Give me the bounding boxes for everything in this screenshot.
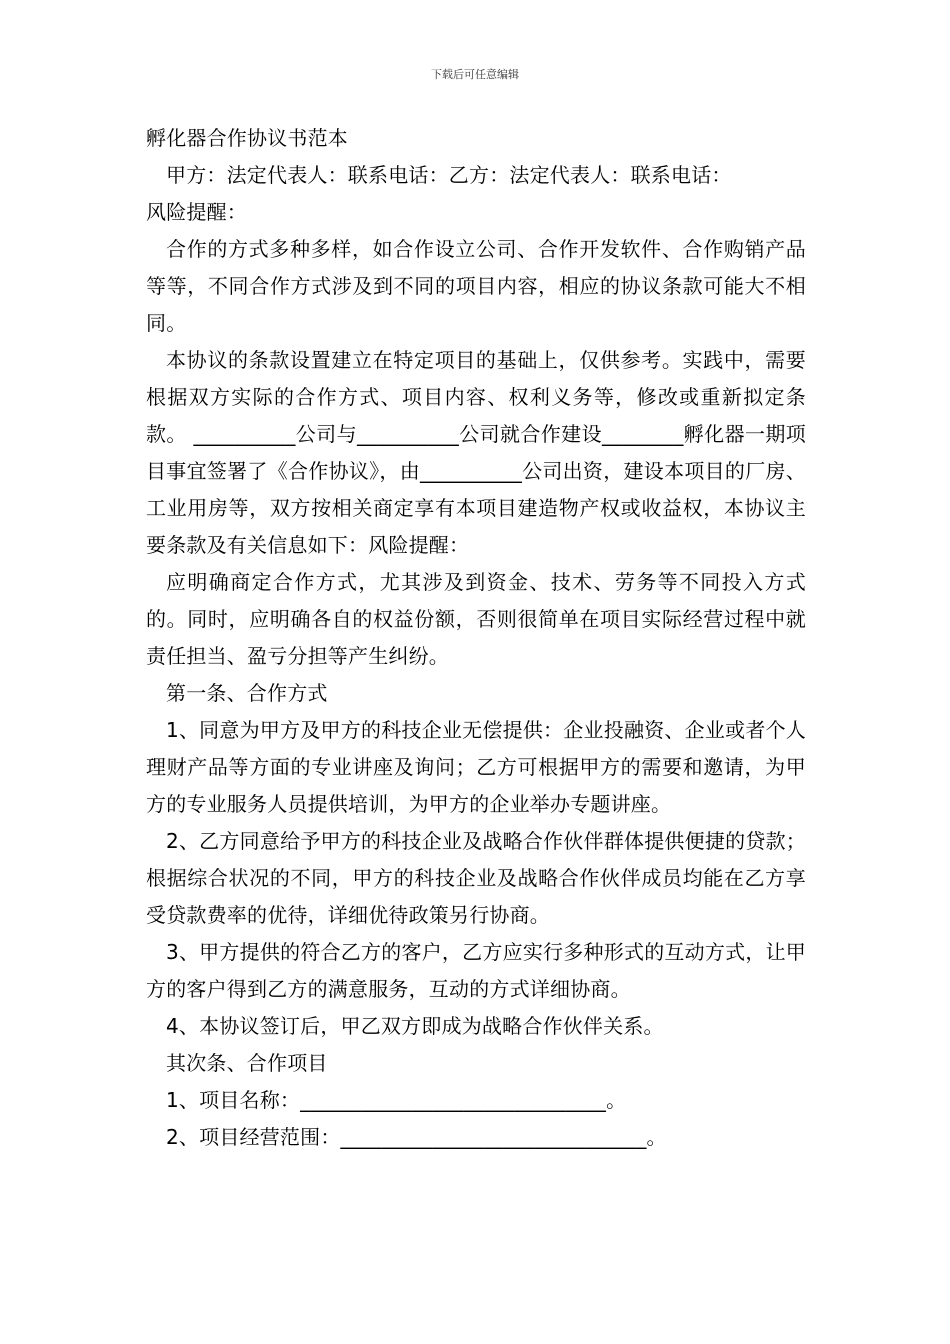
paragraph-agreement-basis: 本协议的条款设置建立在特定项目的基础上，仅供参考。实践中，需要根据双方实际的合作方式、项目内容、权利义务等，修改或重新拟定条款。 __________公司与__________公司就合作建设________孵化器一期项目事宜签署了《合作协议》，由__________公司出资，建设本项目的厂房、工业用房等，双方按相关商定享有本项目建造物产权或收益权，本协议主要条款及有关信息如下：风险提醒： bbox=[146, 348, 806, 557]
risk-reminder-heading: 风险提醒： bbox=[146, 200, 247, 224]
article-1-item-1: 1、同意为甲方及甲方的科技企业无偿提供：企业投融资、企业或者个人理财产品等方面的专业讲座及询问；乙方可根据甲方的需要和邀请，为甲方的专业服务人员提供培训，为甲方的企业举办专题讲座。 bbox=[146, 718, 806, 816]
document-title: 孵化器合作协议书范本 bbox=[146, 126, 348, 150]
paragraph-cooperation-methods: 合作的方式多种多样，如合作设立公司、合作开发软件、合作购销产品等等，不同合作方式涉及到不同的项目内容，相应的协议条款可能大不相同。 bbox=[146, 237, 806, 335]
article-2-heading: 其次条、合作项目 bbox=[166, 1051, 328, 1075]
article-1-item-4: 4、本协议签订后，甲乙双方即成为战略合作伙伴关系。 bbox=[166, 1014, 664, 1038]
header-note: 下载后可任意编辑 bbox=[431, 68, 519, 81]
article-1-heading: 第一条、合作方式 bbox=[166, 681, 328, 705]
article-2-item-1: 1、项目名称：______________________________。 bbox=[166, 1088, 627, 1112]
article-1-item-3: 3、甲方提供的符合乙方的客户，乙方应实行多种形式的互动方式，让甲方的客户得到乙方的满意服务，互动的方式详细协商。 bbox=[146, 940, 806, 1001]
article-1-item-2: 2、乙方同意给予甲方的科技企业及战略合作伙伴群体提供便捷的贷款；根据综合状况的不同，甲方的科技企业及战略合作伙伴成员均能在乙方享受贷款费率的优待，详细优待政策另行协商。 bbox=[146, 829, 806, 927]
party-info-line: 甲方：法定代表人：联系电话：乙方：法定代表人：联系电话： bbox=[166, 163, 732, 187]
article-2-item-2: 2、项目经营范围：______________________________。 bbox=[166, 1125, 667, 1149]
document-body bbox=[146, 120, 806, 1156]
paragraph-risk-note: 应明确商定合作方式，尤其涉及到资金、技术、劳务等不同投入方式的。同时，应明确各自的权益份额，否则很简单在项目实际经营过程中就责任担当、盈亏分担等产生纠纷。 bbox=[146, 570, 806, 668]
